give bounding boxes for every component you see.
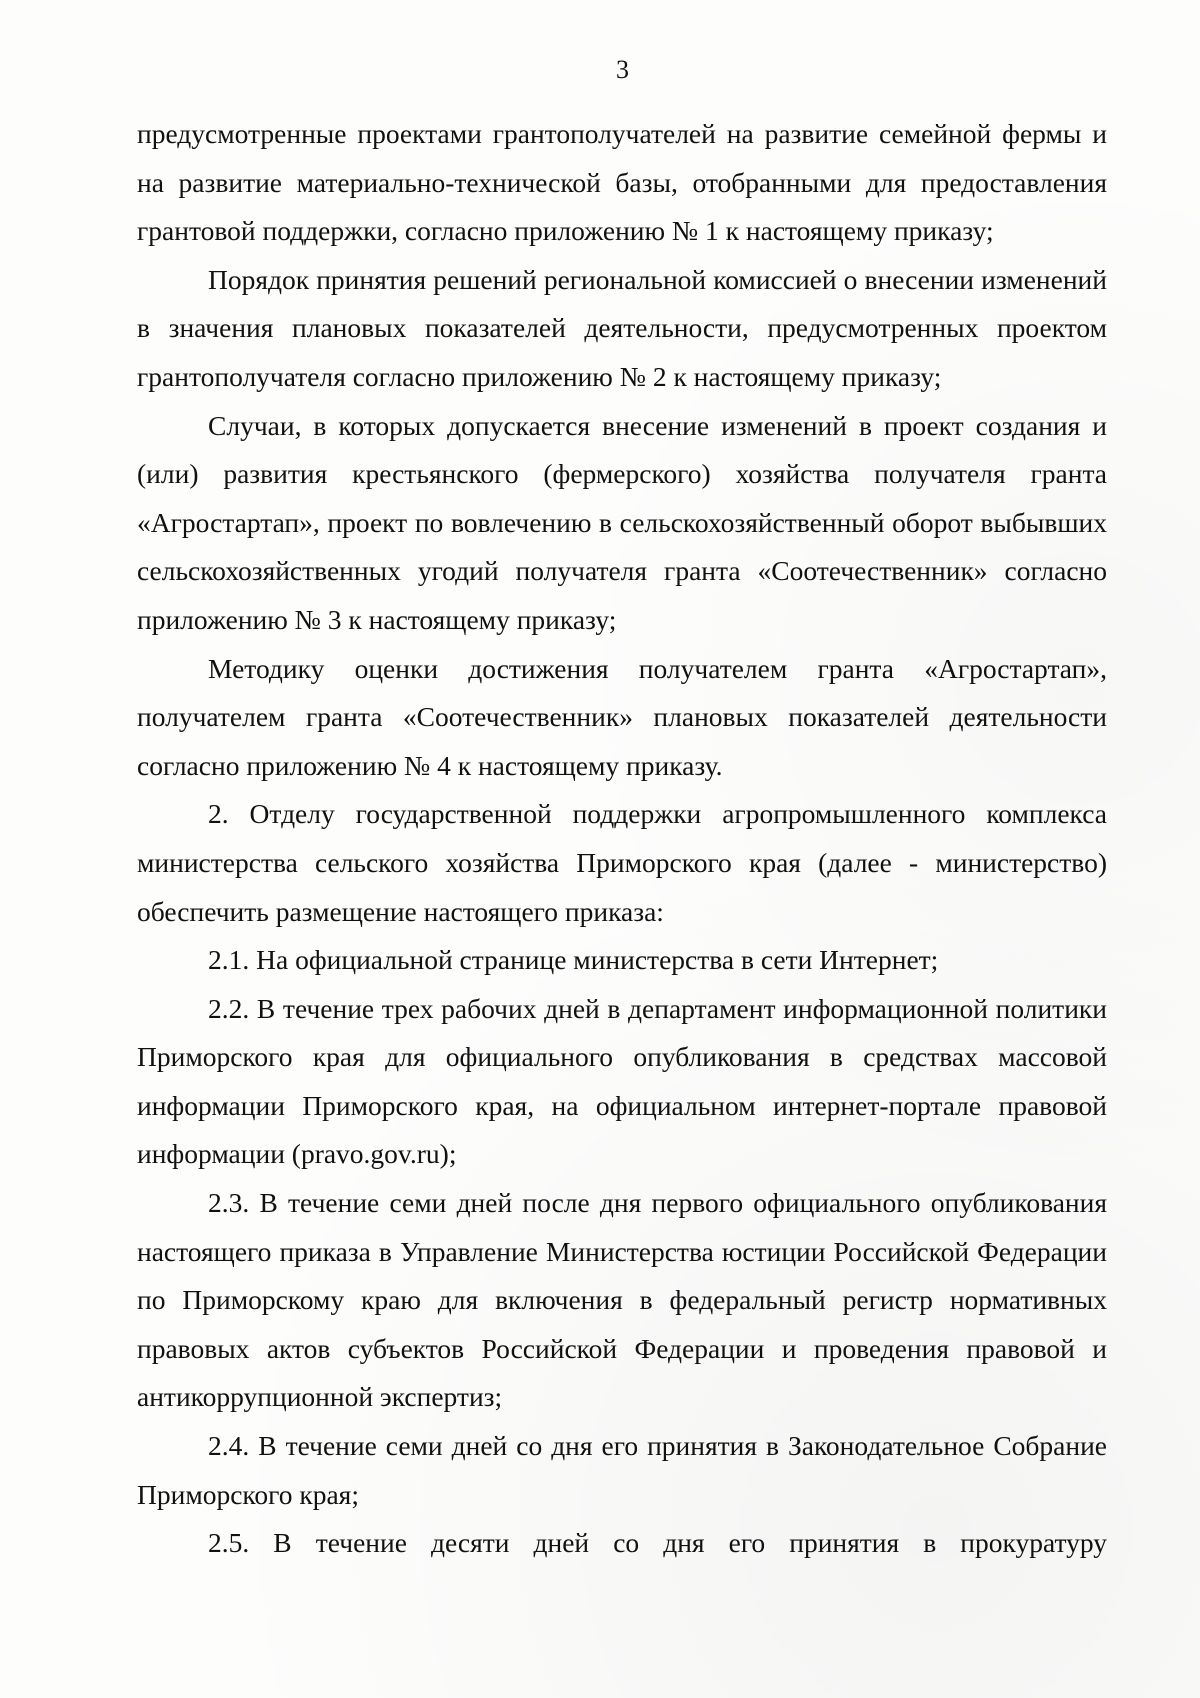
paragraph-item-2-3: 2.3. В течение семи дней после дня первого официального опубликования настоящего приказа в Управление Министерства юстиции Российской Федерации по Приморскому краю для включения в федеральный регистр нормативных правовых актов субъектов Российской Федерации и проведения правовой и антикоррупционной экспертиз; (137, 1187, 1107, 1413)
page-number: 3 (616, 55, 629, 84)
paragraph-item-2-2: 2.2. В течение трех рабочих дней в департамент информационной политики Приморского края для официального опубликования в средствах массовой информации Приморского края, на официальном интернет-портале правовой информации (pravo.gov.ru); (137, 992, 1107, 1170)
paragraph-item-2-5: 2.5. В течение десяти дней со дня его принятия в прокуратуру (208, 1527, 1107, 1559)
paragraph-decision-procedure: Порядок принятия решений региональной комиссией о внесении изменений в значения плановых показателей деятельности, предусмотренных проектом грантополучателя согласно приложению № 2 к настоящему приказу; (137, 263, 1107, 392)
document-body (137, 110, 1107, 1568)
paragraph-item-2-4: 2.4. В течение семи дней со дня его принятия в Законодательное Собрание Приморского края; (137, 1430, 1107, 1510)
paragraph-change-cases: Случаи, в которых допускается внесение изменений в проект создания и (или) развития крестьянского (фермерского) хозяйства получателя гранта «Агростартап», проект по вовлечению в сельскохозяйственный оборот выбывших сельскохозяйственных угодий получателя гранта «Соотечественник» согласно приложению № 3 к настоящему приказу; (137, 409, 1107, 635)
paragraph-item-2: 2. Отделу государственной поддержки агропромышленного комплекса министерства сельского хозяйства Приморского края (далее - министерство) обеспечить размещение настоящего приказа: (137, 798, 1107, 927)
paragraph-evaluation-method: Методику оценки достижения получателем гранта «Агростартап», получателем гранта «Соотечественник» плановых показателей деятельности согласно приложению № 4 к настоящему приказу. (137, 652, 1107, 781)
paragraph-item-2-1: 2.1. На официальной странице министерства в сети Интернет; (208, 944, 939, 976)
paragraph-continuation: предусмотренные проектами грантополучателей на развитие семейной фермы и на развитие материально-технической базы, отобранными для предоставления грантовой поддержки, согласно приложению № 1 к настоящему приказу; (137, 118, 1107, 247)
